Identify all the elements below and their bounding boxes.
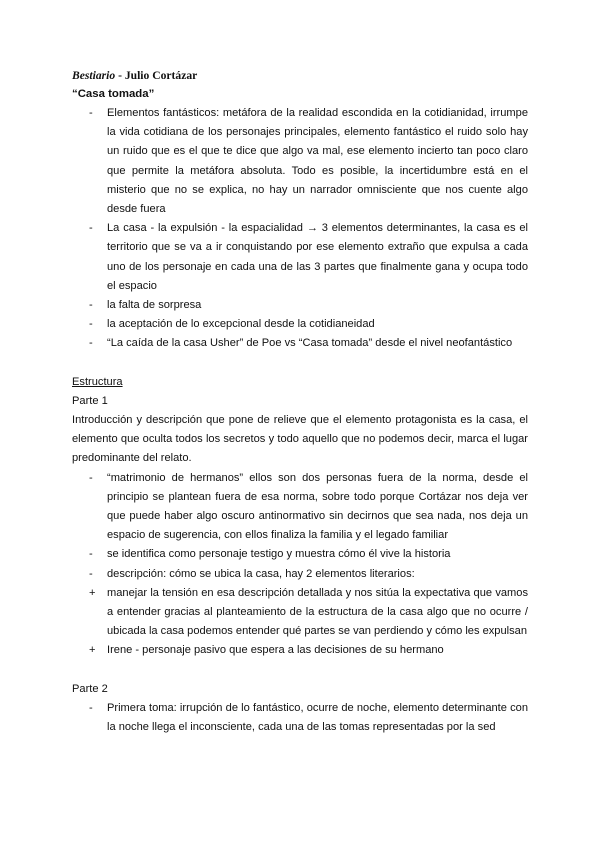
section-heading-estructura: Estructura — [72, 375, 123, 388]
list-item — [72, 334, 528, 353]
list-item-text: Irene - personaje pasivo que espera a las decisiones de su hermano — [107, 644, 444, 657]
bullet-marker: - — [89, 318, 93, 331]
intro-bullet-list — [72, 104, 528, 354]
header-separator: - — [115, 69, 125, 82]
list-item — [72, 104, 528, 219]
bullet-marker: - — [89, 701, 93, 714]
list-item-text: Primera toma: irrupción de lo fantástico, ocurre de noche, elemento determinante con la noche llega el inconsciente, cada una de las tomas representadas por la sed — [107, 701, 528, 734]
list-item-text: manejar la tensión en esa descripción detallada y nos sitúa la expectativa que vamos a entender gracias al planteamiento de la estructura de la casa algo que no ocurre / ubicada la casa podemos entender qué partes se van perdiendo y cómo les expulsan — [107, 586, 528, 638]
list-item-text: se identifica como personaje testigo y muestra cómo él vive la historia — [107, 548, 451, 561]
parte-2-bullet-list — [72, 699, 528, 737]
author-name: Julio Cortázar — [124, 69, 198, 82]
subsection-label-parte-2: Parte 2 — [72, 682, 108, 695]
spacer — [72, 354, 528, 373]
list-item — [72, 584, 528, 642]
list-item — [72, 469, 528, 546]
bullet-marker: - — [89, 299, 93, 312]
parte-1-paragraph: Introducción y descripción que pone de relieve que el elemento protagonista es la casa, el elemento que oculta todos los secretos y todo aquello que no podemos decir, marca el lugar predominante del relato. — [72, 414, 528, 465]
document-header — [72, 66, 528, 85]
subsection-label-parte-1: Parte 1 — [72, 394, 108, 407]
list-item — [72, 545, 528, 564]
list-item — [72, 219, 528, 296]
list-item — [72, 565, 528, 584]
story-title: “Casa tomada” — [72, 88, 155, 100]
spacer — [72, 661, 528, 680]
list-item-text: La casa - la expulsión - la espacialidad → 3 elementos determinantes, la casa es el territorio que se va a ir conquistando por ese elemento extraño que expulsa a cada uno de los personaje en cada una de las 3 partes que finalmente gana y ocupa todo el espacio — [107, 222, 528, 292]
list-item — [72, 315, 528, 334]
list-item-text: “La caída de la casa Usher” de Poe vs “Casa tomada” desde el nivel neofantástico — [107, 337, 513, 350]
bullet-marker: - — [89, 337, 93, 350]
list-item-text: Elementos fantásticos: metáfora de la realidad escondida en la cotidianidad, irrumpe la vida cotidiana de los personajes principales, elemento fantástico el ruido solo hay un ruido que es el que te dice que algo va mal, ese elemento incierto tan poco claro que permite la metáfora absoluta. Todo es posible, la incertidumbre está en el misterio que no se explica, no hay un narrador omnisciente que nos cuente algo desde fuera — [107, 107, 528, 216]
document-page — [72, 66, 528, 737]
list-item-text: “matrimonio de hermanos” ellos son dos personas fuera de la norma, desde el principio se plantean fuera de esa norma, sobre todo porque Cortázar nos deja ver que puede haber algo oscuro antinormativo sin decirnos que sea nada, nos deja un espacio de sugerencia, con ellos finaliza la familia y el legado familiar — [107, 471, 528, 542]
parte-1-bullet-list — [72, 469, 528, 661]
bullet-marker: - — [89, 471, 93, 484]
bullet-marker: - — [89, 567, 93, 580]
list-item-text: la aceptación de lo excepcional desde la cotidianeidad — [107, 318, 375, 331]
list-item-text: descripción: cómo se ubica la casa, hay 2 elementos literarios: — [107, 567, 415, 580]
list-item — [72, 641, 528, 660]
bullet-marker: + — [89, 644, 96, 657]
bullet-marker: - — [89, 222, 93, 235]
list-item-text: la falta de sorpresa — [107, 299, 202, 312]
bullet-marker: - — [89, 548, 93, 561]
bullet-marker: - — [89, 107, 93, 119]
book-title: Bestiario — [72, 69, 116, 82]
list-item — [72, 699, 528, 737]
bullet-marker: + — [89, 586, 96, 599]
list-item — [72, 296, 528, 315]
